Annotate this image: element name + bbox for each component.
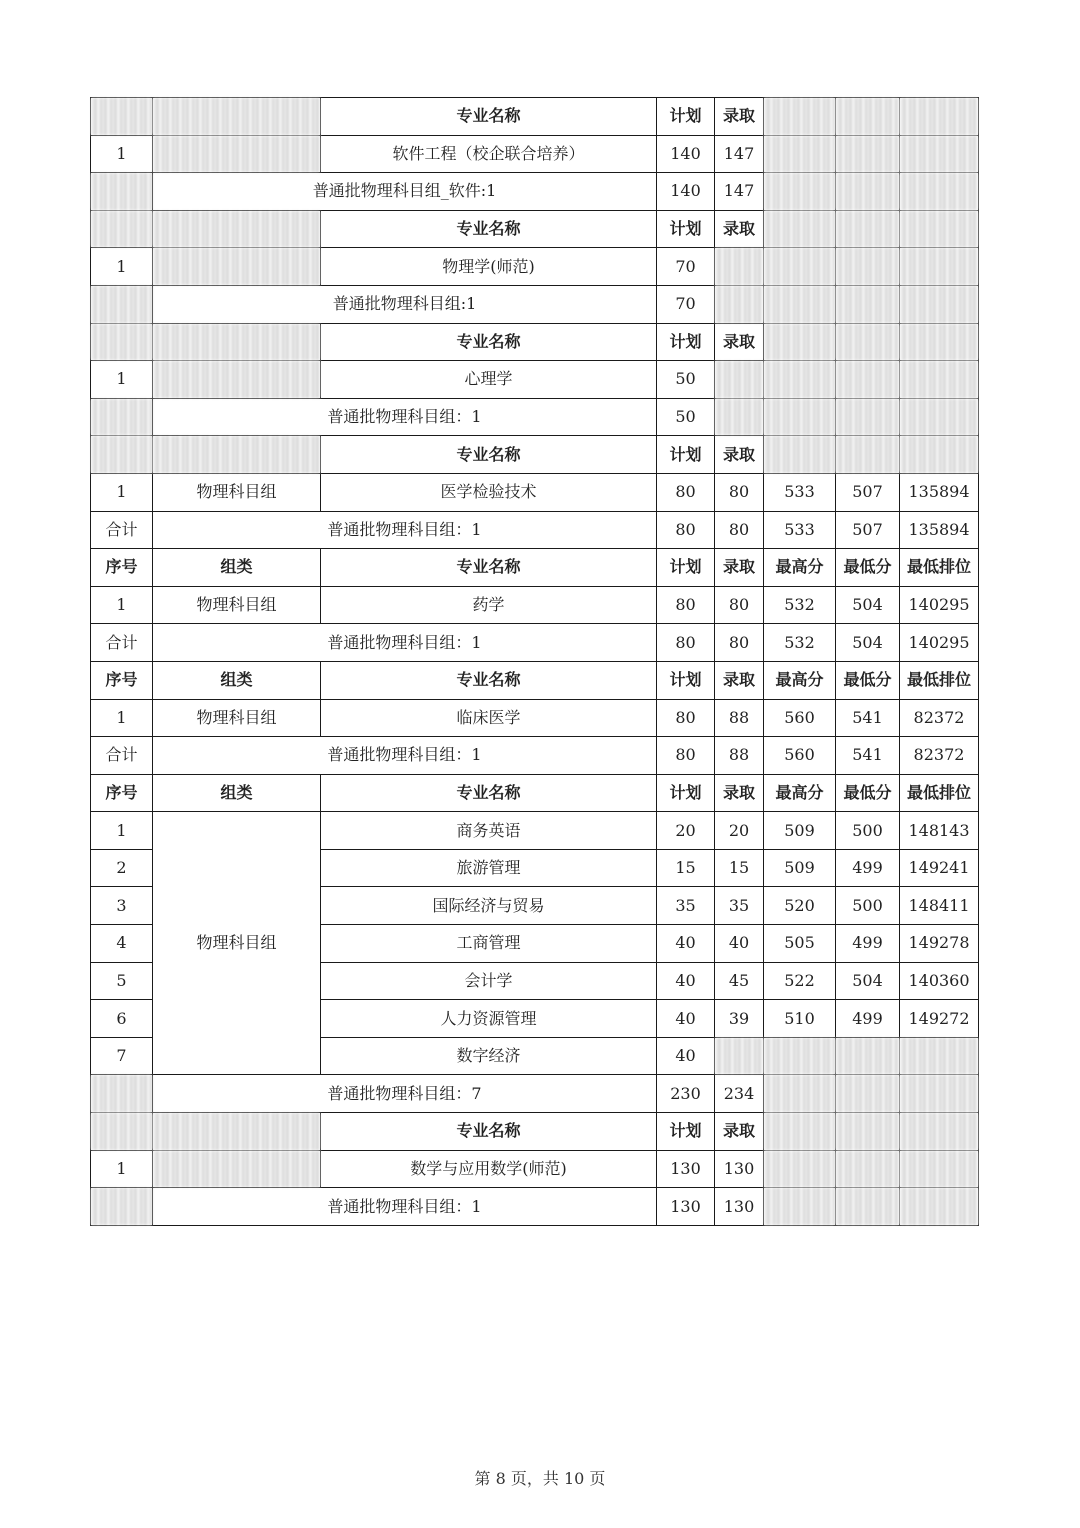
total-prefix-cell: 合计 (91, 624, 153, 662)
min-cell (836, 361, 900, 399)
plan-cell: 80 (657, 586, 715, 624)
header-row (91, 210, 979, 248)
column-header: 专业名称 (321, 436, 657, 474)
total-admit-cell: 88 (715, 737, 764, 775)
total-min-cell: 504 (836, 624, 900, 662)
group-cell (153, 1150, 321, 1188)
plan-cell: 40 (657, 1000, 715, 1038)
major-cell: 医学检验技术 (321, 473, 657, 511)
column-header (836, 436, 900, 474)
plan-cell: 140 (657, 135, 715, 173)
total-plan-cell: 230 (657, 1075, 715, 1113)
column-header: 组类 (153, 661, 321, 699)
group-cell: 物理科目组 (153, 586, 321, 624)
total-plan-cell: 130 (657, 1188, 715, 1226)
column-header (836, 98, 900, 136)
total-rank-cell: 135894 (900, 511, 979, 549)
total-prefix-cell (91, 285, 153, 323)
rank-cell (900, 248, 979, 286)
column-header (91, 98, 153, 136)
admit-cell: 45 (715, 962, 764, 1000)
column-header: 专业名称 (321, 1113, 657, 1151)
major-cell: 会计学 (321, 962, 657, 1000)
total-max-cell (764, 398, 836, 436)
total-min-cell (836, 1188, 900, 1226)
seq-cell: 1 (91, 248, 153, 286)
total-rank-cell (900, 285, 979, 323)
total-admit-cell: 80 (715, 624, 764, 662)
major-cell: 物理学(师范) (321, 248, 657, 286)
max-cell: 505 (764, 925, 836, 963)
total-label-cell: 普通批物理科目组：1 (153, 1188, 657, 1226)
rank-cell: 149241 (900, 849, 979, 887)
column-header (900, 1113, 979, 1151)
seq-cell: 1 (91, 473, 153, 511)
major-cell: 药学 (321, 586, 657, 624)
total-row (91, 1075, 979, 1113)
column-header: 最低排位 (900, 661, 979, 699)
total-rank-cell (900, 398, 979, 436)
major-cell: 心理学 (321, 361, 657, 399)
column-header: 录取 (715, 661, 764, 699)
plan-cell: 40 (657, 962, 715, 1000)
column-header: 组类 (153, 549, 321, 587)
major-cell: 工商管理 (321, 925, 657, 963)
total-prefix-cell (91, 398, 153, 436)
total-label-cell: 普通批物理科目组:1 (153, 285, 657, 323)
plan-cell: 35 (657, 887, 715, 925)
rank-cell: 149278 (900, 925, 979, 963)
column-header: 计划 (657, 98, 715, 136)
total-plan-cell: 50 (657, 398, 715, 436)
min-cell: 504 (836, 586, 900, 624)
column-header (836, 210, 900, 248)
rank-cell (900, 361, 979, 399)
total-label-cell: 普通批物理科目组_软件:1 (153, 173, 657, 211)
total-max-cell (764, 285, 836, 323)
column-header (836, 1113, 900, 1151)
min-cell: 499 (836, 1000, 900, 1038)
column-header: 序号 (91, 774, 153, 812)
total-rank-cell (900, 1075, 979, 1113)
seq-cell: 2 (91, 849, 153, 887)
total-min-cell (836, 173, 900, 211)
column-header: 录取 (715, 98, 764, 136)
seq-cell: 1 (91, 1150, 153, 1188)
min-cell (836, 1150, 900, 1188)
column-header (764, 210, 836, 248)
column-header (764, 1113, 836, 1151)
total-max-cell (764, 1075, 836, 1113)
total-admit-cell: 234 (715, 1075, 764, 1113)
max-cell (764, 361, 836, 399)
total-min-cell: 541 (836, 737, 900, 775)
column-header (91, 436, 153, 474)
rank-cell (900, 135, 979, 173)
plan-cell: 15 (657, 849, 715, 887)
total-label-cell: 普通批物理科目组：1 (153, 511, 657, 549)
min-cell (836, 1037, 900, 1075)
total-rank-cell: 82372 (900, 737, 979, 775)
total-plan-cell: 140 (657, 173, 715, 211)
total-max-cell: 533 (764, 511, 836, 549)
table-row (91, 248, 979, 286)
seq-cell: 1 (91, 135, 153, 173)
major-cell: 国际经济与贸易 (321, 887, 657, 925)
table-body (91, 98, 979, 1226)
seq-cell: 3 (91, 887, 153, 925)
plan-cell: 20 (657, 812, 715, 850)
min-cell: 504 (836, 962, 900, 1000)
total-prefix-cell (91, 1075, 153, 1113)
column-header: 计划 (657, 549, 715, 587)
rank-cell: 148411 (900, 887, 979, 925)
seq-cell: 1 (91, 586, 153, 624)
plan-cell: 80 (657, 699, 715, 737)
major-cell: 旅游管理 (321, 849, 657, 887)
seq-cell: 6 (91, 1000, 153, 1038)
seq-cell: 7 (91, 1037, 153, 1075)
rank-cell: 140360 (900, 962, 979, 1000)
total-row (91, 737, 979, 775)
max-cell (764, 1037, 836, 1075)
plan-cell: 80 (657, 473, 715, 511)
admit-cell: 88 (715, 699, 764, 737)
admit-cell: 80 (715, 473, 764, 511)
column-header: 最高分 (764, 549, 836, 587)
major-cell: 软件工程（校企联合培养） (321, 135, 657, 173)
group-cell (153, 248, 321, 286)
total-min-cell (836, 1075, 900, 1113)
total-min-cell (836, 285, 900, 323)
admit-cell: 147 (715, 135, 764, 173)
max-cell: 520 (764, 887, 836, 925)
column-header: 最高分 (764, 661, 836, 699)
total-max-cell: 532 (764, 624, 836, 662)
header-row (91, 1113, 979, 1151)
column-header: 最低分 (836, 774, 900, 812)
min-cell: 541 (836, 699, 900, 737)
total-row (91, 1188, 979, 1226)
table-row (91, 135, 979, 173)
header-row (91, 661, 979, 699)
column-header: 专业名称 (321, 98, 657, 136)
min-cell: 499 (836, 925, 900, 963)
total-plan-cell: 70 (657, 285, 715, 323)
table-row (91, 586, 979, 624)
total-min-cell: 507 (836, 511, 900, 549)
total-max-cell: 560 (764, 737, 836, 775)
rank-cell: 135894 (900, 473, 979, 511)
max-cell (764, 1150, 836, 1188)
total-label-cell: 普通批物理科目组：7 (153, 1075, 657, 1113)
column-header (91, 210, 153, 248)
column-header: 最低分 (836, 549, 900, 587)
total-max-cell (764, 1188, 836, 1226)
column-header: 计划 (657, 661, 715, 699)
table-row (91, 1150, 979, 1188)
max-cell: 509 (764, 849, 836, 887)
column-header: 最低排位 (900, 549, 979, 587)
column-header (153, 210, 321, 248)
plan-cell: 50 (657, 361, 715, 399)
seq-cell: 1 (91, 812, 153, 850)
total-label-cell: 普通批物理科目组：1 (153, 624, 657, 662)
group-cell: 物理科目组 (153, 473, 321, 511)
column-header: 计划 (657, 774, 715, 812)
total-admit-cell (715, 285, 764, 323)
column-header: 专业名称 (321, 549, 657, 587)
rank-cell (900, 1037, 979, 1075)
column-header (836, 323, 900, 361)
min-cell: 507 (836, 473, 900, 511)
column-header: 专业名称 (321, 323, 657, 361)
total-admit-cell (715, 398, 764, 436)
max-cell: 532 (764, 586, 836, 624)
group-cell (153, 135, 321, 173)
major-cell: 商务英语 (321, 812, 657, 850)
admit-cell: 20 (715, 812, 764, 850)
table-row (91, 361, 979, 399)
total-admit-cell: 80 (715, 511, 764, 549)
column-header: 计划 (657, 323, 715, 361)
column-header: 序号 (91, 549, 153, 587)
admit-cell: 15 (715, 849, 764, 887)
column-header (900, 323, 979, 361)
total-row (91, 173, 979, 211)
total-row (91, 398, 979, 436)
max-cell (764, 135, 836, 173)
rank-cell (900, 1150, 979, 1188)
column-header: 序号 (91, 661, 153, 699)
total-row (91, 285, 979, 323)
admit-cell: 130 (715, 1150, 764, 1188)
major-cell: 临床医学 (321, 699, 657, 737)
total-prefix-cell (91, 1188, 153, 1226)
total-label-cell: 普通批物理科目组：1 (153, 737, 657, 775)
column-header (153, 98, 321, 136)
column-header (91, 323, 153, 361)
total-prefix-cell: 合计 (91, 511, 153, 549)
column-header: 专业名称 (321, 210, 657, 248)
seq-cell: 4 (91, 925, 153, 963)
column-header: 录取 (715, 1113, 764, 1151)
column-header: 最低排位 (900, 774, 979, 812)
column-header (91, 1113, 153, 1151)
table-row (91, 699, 979, 737)
total-rank-cell (900, 1188, 979, 1226)
header-row (91, 98, 979, 136)
max-cell: 510 (764, 1000, 836, 1038)
column-header (153, 323, 321, 361)
column-header: 录取 (715, 436, 764, 474)
total-row (91, 624, 979, 662)
column-header (900, 436, 979, 474)
total-prefix-cell (91, 173, 153, 211)
plan-cell: 130 (657, 1150, 715, 1188)
total-plan-cell: 80 (657, 737, 715, 775)
total-plan-cell: 80 (657, 624, 715, 662)
column-header (153, 436, 321, 474)
total-admit-cell: 147 (715, 173, 764, 211)
major-cell: 人力资源管理 (321, 1000, 657, 1038)
rank-cell: 140295 (900, 586, 979, 624)
admit-cell (715, 1037, 764, 1075)
page-footer: 第 8 页，共 10 页 (474, 1469, 606, 1488)
total-rank-cell: 140295 (900, 624, 979, 662)
seq-cell: 5 (91, 962, 153, 1000)
rank-cell: 149272 (900, 1000, 979, 1038)
group-cell (153, 361, 321, 399)
max-cell (764, 248, 836, 286)
rank-cell: 82372 (900, 699, 979, 737)
column-header: 组类 (153, 774, 321, 812)
total-max-cell (764, 173, 836, 211)
major-cell: 数学与应用数学(师范) (321, 1150, 657, 1188)
column-header (764, 323, 836, 361)
column-header: 最高分 (764, 774, 836, 812)
column-header (153, 1113, 321, 1151)
total-prefix-cell: 合计 (91, 737, 153, 775)
total-admit-cell: 130 (715, 1188, 764, 1226)
total-min-cell (836, 398, 900, 436)
header-row (91, 436, 979, 474)
column-header (764, 98, 836, 136)
max-cell: 509 (764, 812, 836, 850)
min-cell: 500 (836, 812, 900, 850)
column-header: 录取 (715, 549, 764, 587)
max-cell: 560 (764, 699, 836, 737)
plan-cell: 40 (657, 925, 715, 963)
table-row (91, 473, 979, 511)
major-cell: 数字经济 (321, 1037, 657, 1075)
total-label-cell: 普通批物理科目组：1 (153, 398, 657, 436)
min-cell (836, 248, 900, 286)
column-header: 录取 (715, 323, 764, 361)
group-cell: 物理科目组 (153, 812, 321, 1075)
admit-cell: 40 (715, 925, 764, 963)
min-cell (836, 135, 900, 173)
column-header: 最低分 (836, 661, 900, 699)
column-header: 专业名称 (321, 661, 657, 699)
admit-cell: 80 (715, 586, 764, 624)
table-row (91, 812, 979, 850)
min-cell: 500 (836, 887, 900, 925)
header-row (91, 774, 979, 812)
column-header: 录取 (715, 210, 764, 248)
total-row (91, 511, 979, 549)
column-header: 专业名称 (321, 774, 657, 812)
max-cell: 533 (764, 473, 836, 511)
min-cell: 499 (836, 849, 900, 887)
column-header: 计划 (657, 1113, 715, 1151)
header-row (91, 323, 979, 361)
column-header (900, 210, 979, 248)
admission-table (90, 97, 979, 1226)
column-header (764, 436, 836, 474)
admit-cell: 39 (715, 1000, 764, 1038)
total-plan-cell: 80 (657, 511, 715, 549)
group-cell: 物理科目组 (153, 699, 321, 737)
rank-cell: 148143 (900, 812, 979, 850)
admit-cell (715, 248, 764, 286)
header-row (91, 549, 979, 587)
column-header: 计划 (657, 436, 715, 474)
column-header: 录取 (715, 774, 764, 812)
admit-cell: 35 (715, 887, 764, 925)
column-header: 计划 (657, 210, 715, 248)
plan-cell: 70 (657, 248, 715, 286)
plan-cell: 40 (657, 1037, 715, 1075)
total-rank-cell (900, 173, 979, 211)
column-header (900, 98, 979, 136)
seq-cell: 1 (91, 361, 153, 399)
seq-cell: 1 (91, 699, 153, 737)
admit-cell (715, 361, 764, 399)
max-cell: 522 (764, 962, 836, 1000)
